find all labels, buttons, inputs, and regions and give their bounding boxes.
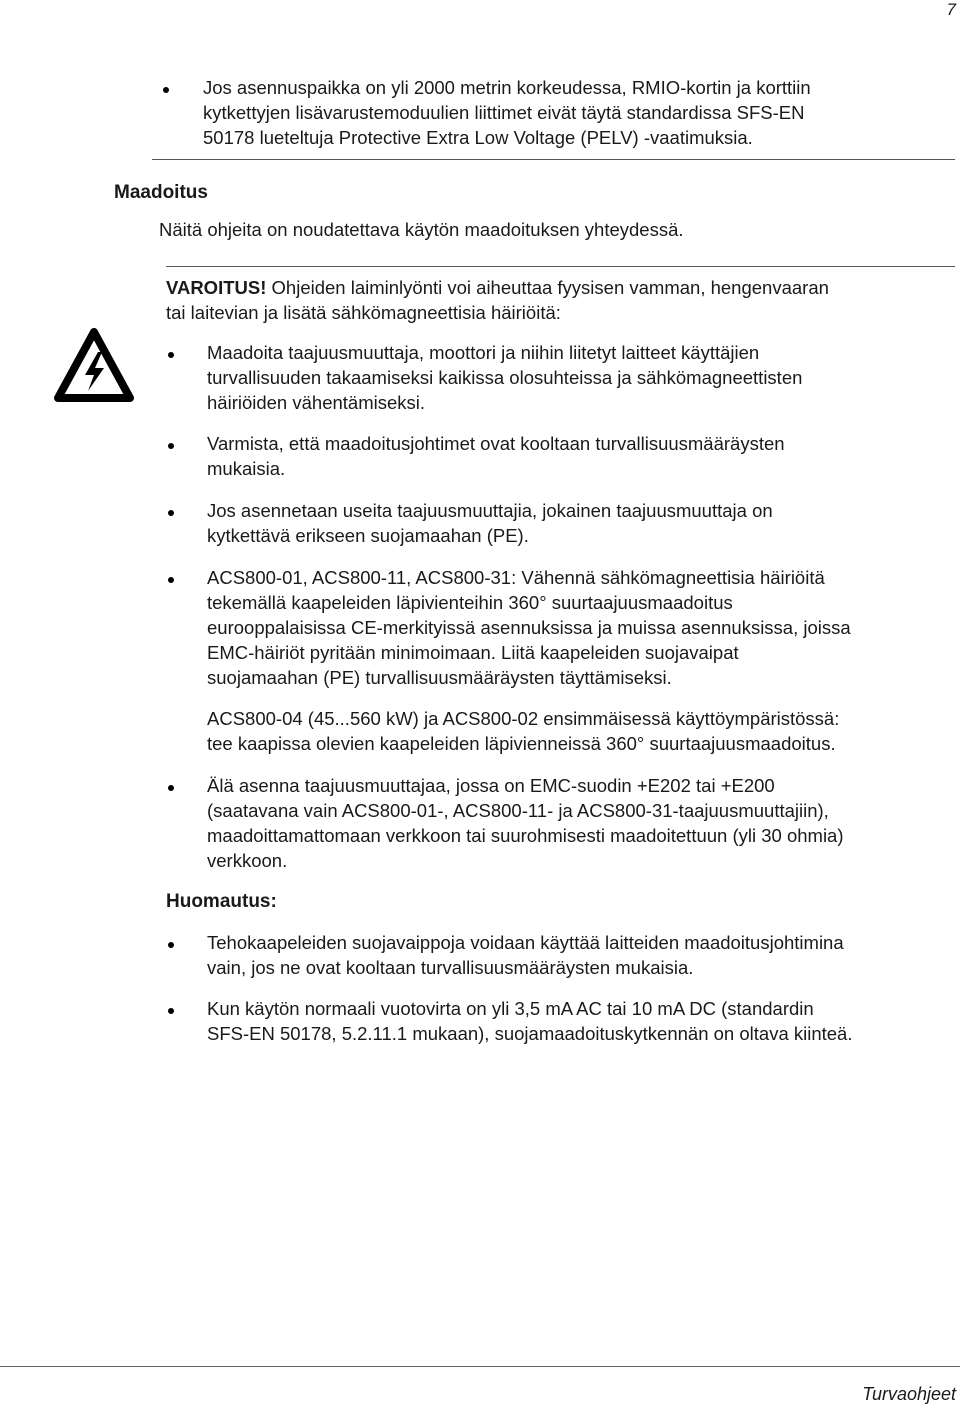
bullet-dot bbox=[168, 577, 174, 583]
warning-bullet-extra-line: ACS800-04 (45...560 kW) ja ACS800-02 ensimmäisessä käyttöympäristössä: bbox=[207, 708, 840, 729]
warning-divider bbox=[166, 266, 955, 267]
warning-bullet-line: mukaisia. bbox=[207, 458, 286, 479]
note-title: Huomautus: bbox=[166, 891, 277, 912]
warning-bullet-line: eurooppalaisissa CE-merkityissä asennuksissa ja muissa asennuksissa, joissa bbox=[207, 617, 851, 638]
intro-bullet-line: kytkettyjen lisävarustemoduulien liittimet eivät täytä standardissa SFS-EN bbox=[203, 102, 805, 123]
warning-bullet-line: häiriöiden vähentämiseksi. bbox=[207, 392, 426, 413]
warning-bullet-line: Varmista, että maadoitusjohtimet ovat kooltaan turvallisuusmääräysten bbox=[207, 433, 785, 454]
warning-bullet-line: Jos asennetaan useita taajuusmuuttajia, jokainen taajuusmuuttaja on bbox=[207, 500, 773, 521]
warning-bullet-line: EMC-häiriöt pyritään minimoimaan. Liitä kaapeleiden suojavaipat bbox=[207, 642, 739, 663]
footer-divider bbox=[0, 1366, 960, 1367]
note-bullet-line: Tehokaapeleiden suojavaippoja voidaan käyttää laitteiden maadoitusjohtimina bbox=[207, 932, 844, 953]
section-intro: Näitä ohjeita on noudatettava käytön maadoituksen yhteydessä. bbox=[159, 219, 684, 240]
warning-label: VAROITUS! bbox=[166, 277, 267, 298]
page-number: 7 bbox=[946, 0, 956, 19]
note-bullet-line: Kun käytön normaali vuotovirta on yli 3,5 mA AC tai 10 mA DC (standardin bbox=[207, 998, 814, 1019]
warning-bullet-line: verkkoon. bbox=[207, 850, 288, 871]
warning-bullet-line: ACS800-01, ACS800-11, ACS800-31: Vähennä sähkömagneettisia häiriöitä bbox=[207, 567, 825, 588]
warning-bullet-line: Älä asenna taajuusmuuttajaa, jossa on EMC-suodin +E202 tai +E200 bbox=[207, 775, 775, 796]
warning-bullet-line: tekemällä kaapeleiden läpivienteihin 360° suurtaajuusmaadoitus bbox=[207, 592, 733, 613]
bullet-dot bbox=[168, 942, 174, 948]
section-title: Maadoitus bbox=[114, 182, 208, 203]
bullet-dot bbox=[168, 443, 174, 449]
warning-bullet-line: (saatavana vain ACS800-01-, ACS800-11- ja ACS800-31-taajuusmuuttajiin), bbox=[207, 800, 829, 821]
warning-bullet-line: turvallisuuden takaamiseksi kaikissa olosuhteissa ja sähkömagneettisten bbox=[207, 367, 803, 388]
bullet-dot bbox=[163, 87, 169, 93]
note-bullet-line: vain, jos ne ovat kooltaan turvallisuusmääräysten mukaisia. bbox=[207, 957, 694, 978]
bullet-dot bbox=[168, 785, 174, 791]
warning-bullet-line: maadoittamattomaan verkkoon tai suurohmisesti maadoitettuun (yli 30 ohmia) bbox=[207, 825, 844, 846]
intro-bullet-line: Jos asennuspaikka on yli 2000 metrin korkeudessa, RMIO-kortin ja korttiin bbox=[203, 77, 811, 98]
warning-line-2: tai laitevian ja lisätä sähkömagneettisia häiriöitä: bbox=[166, 302, 561, 323]
warning-bullet-line: suojamaahan (PE) turvallisuusmääräysten täyttämiseksi. bbox=[207, 667, 672, 688]
warning-bullet-line: Maadoita taajuusmuuttaja, moottori ja niihin liitetyt laitteet käyttäjien bbox=[207, 342, 760, 363]
warning-text: Ohjeiden laiminlyönti voi aiheuttaa fyysisen vamman, hengenvaaran bbox=[266, 277, 829, 298]
bullet-dot bbox=[168, 352, 174, 358]
footer-section-name: Turvaohjeet bbox=[862, 1384, 956, 1404]
warning-bullet-extra-line: tee kaapissa olevien kaapeleiden läpivienneissä 360° suurtaajuusmaadoitus. bbox=[207, 733, 836, 754]
bullet-dot bbox=[168, 1008, 174, 1014]
warning-line-1 bbox=[166, 275, 829, 301]
section-divider bbox=[152, 159, 955, 160]
note-bullet-line: SFS-EN 50178, 5.2.11.1 mukaan), suojamaadoituskytkennän on oltava kiinteä. bbox=[207, 1023, 853, 1044]
bullet-dot bbox=[168, 510, 174, 516]
warning-bullet-line: kytkettävä erikseen suojamaahan (PE). bbox=[207, 525, 529, 546]
intro-bullet-line: 50178 lueteltuja Protective Extra Low Voltage (PELV) -vaatimuksia. bbox=[203, 127, 753, 148]
electrical-hazard-icon bbox=[54, 328, 134, 402]
